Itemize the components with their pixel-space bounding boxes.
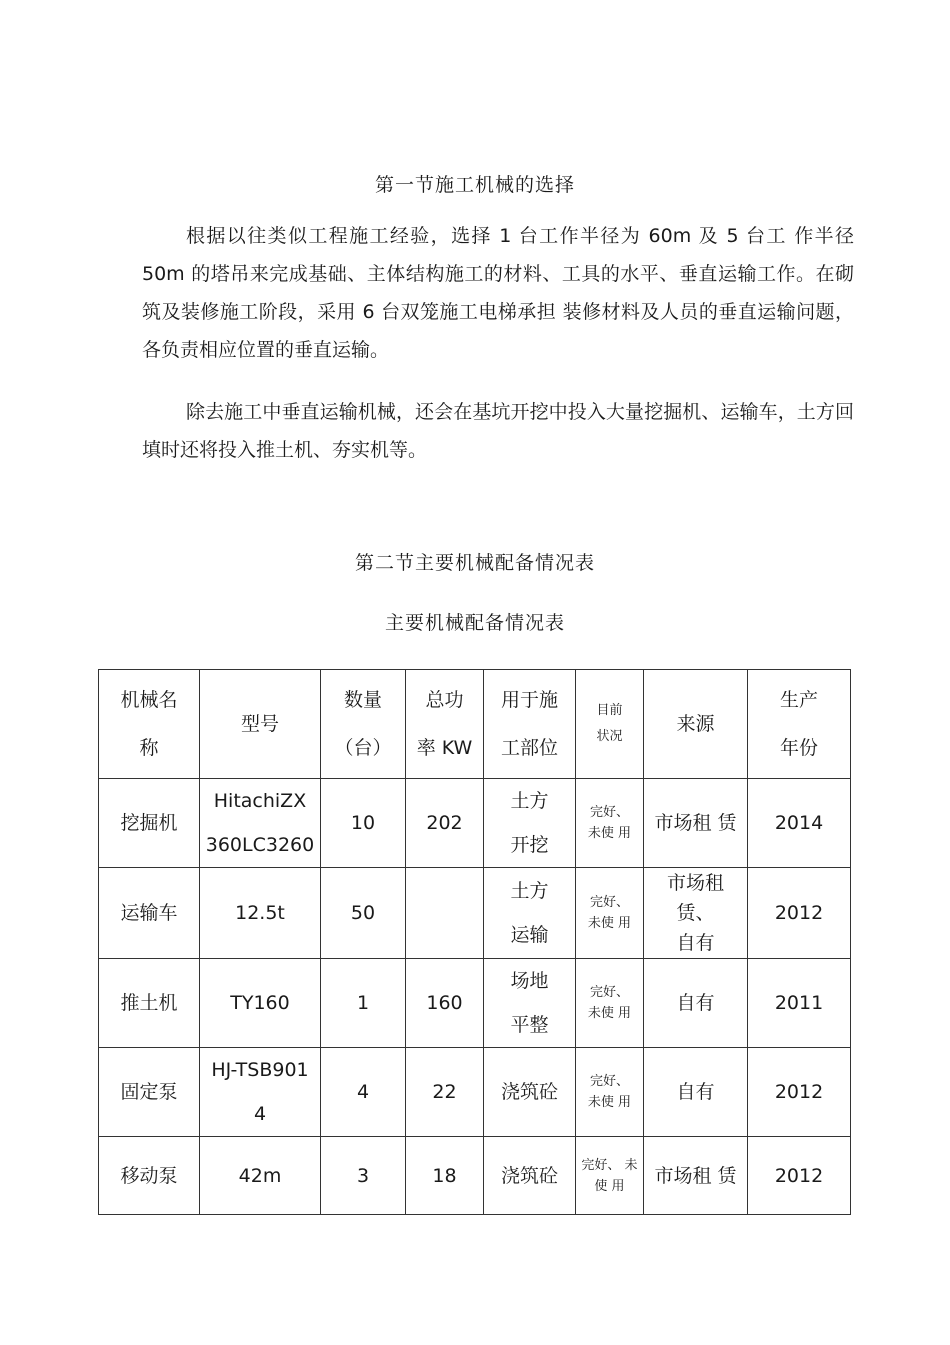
table-cell: 推土机 (99, 959, 200, 1048)
table-cell: 浇筑砼 (484, 1137, 576, 1215)
table-cell: 土方 开挖 (484, 779, 576, 868)
header-cell: 数量 （台） (321, 670, 406, 779)
table-cell: 2012 (748, 1048, 851, 1137)
equipment-table (98, 669, 851, 1215)
table-cell: 固定泵 (99, 1048, 200, 1137)
table-cell: 12.5t (200, 868, 321, 959)
table-cell: 18 (406, 1137, 484, 1215)
table-cell: 市场租 赁 (644, 1137, 748, 1215)
table-row (99, 779, 851, 868)
table-row (99, 1137, 851, 1215)
table-cell: 完好、 未使 用 (576, 959, 644, 1048)
table-cell: 运输车 (99, 868, 200, 959)
table-cell: 完好、 未使 用 (576, 1048, 644, 1137)
table-cell: 2014 (748, 779, 851, 868)
table-cell: 2011 (748, 959, 851, 1048)
table-header-row (99, 670, 851, 779)
table-cell: 160 (406, 959, 484, 1048)
table-cell: 浇筑砼 (484, 1048, 576, 1137)
header-cell: 目前 状况 (576, 670, 644, 779)
table-row (99, 868, 851, 959)
table-cell: 42m (200, 1137, 321, 1215)
table-cell: 202 (406, 779, 484, 868)
table-row (99, 959, 851, 1048)
table-cell: 挖掘机 (99, 779, 200, 868)
table-cell: 完好、 未使 用 (576, 868, 644, 959)
table-cell: 3 (321, 1137, 406, 1215)
header-cell: 总功 率 KW (406, 670, 484, 779)
table-cell: HitachiZX 360LC3260 (200, 779, 321, 868)
table-title: 主要机械配备情况表 (384, 612, 565, 634)
header-cell: 型号 (200, 670, 321, 779)
table-cell (406, 868, 484, 959)
table-row (99, 1048, 851, 1137)
table-cell: 50 (321, 868, 406, 959)
table-cell: 完好、 未使 用 (576, 779, 644, 868)
table-cell: TY160 (200, 959, 321, 1048)
header-cell: 机械名 称 (99, 670, 200, 779)
table-cell: 市场租 赁 (644, 779, 748, 868)
header-cell: 来源 (644, 670, 748, 779)
header-cell: 生产 年份 (748, 670, 851, 779)
table-cell: 2012 (748, 868, 851, 959)
section-1-paragraph-1: 根据以往类似工程施工经验，选择 1 台工作半径为 60m 及 5 台工 作半径 50m 的塔吊来完成基础、主体结构施工的材料、工具的水平、垂直运输工作。在砌筑及装修施工阶段，采用 6 台双笼施工电梯承担 装修材料及人员的垂直运输问题，各负责相应位置的垂直运输。 (142, 225, 854, 361)
table-cell: 自有 (644, 1048, 748, 1137)
table-cell: HJ-TSB901 4 (200, 1048, 321, 1137)
table-cell: 土方 运输 (484, 868, 576, 959)
table-cell: 10 (321, 779, 406, 868)
table-cell: 完好、 未 使 用 (576, 1137, 644, 1215)
table-cell: 自有 (644, 959, 748, 1048)
table-cell: 场地 平整 (484, 959, 576, 1048)
table-cell: 市场租 赁、 自有 (644, 868, 748, 959)
table-cell: 2012 (748, 1137, 851, 1215)
table-cell: 22 (406, 1048, 484, 1137)
table-cell: 移动泵 (99, 1137, 200, 1215)
table-cell: 1 (321, 959, 406, 1048)
section-1-paragraph-2: 除去施工中垂直运输机械，还会在基坑开挖中投入大量挖掘机、运输车，土方回填时还将投入推土机、夯实机等。 (142, 401, 854, 461)
section-2-title: 第二节主要机械配备情况表 (354, 552, 595, 574)
section-1-title: 第一节施工机械的选择 (374, 174, 575, 196)
table-cell: 4 (321, 1048, 406, 1137)
header-cell: 用于施 工部位 (484, 670, 576, 779)
